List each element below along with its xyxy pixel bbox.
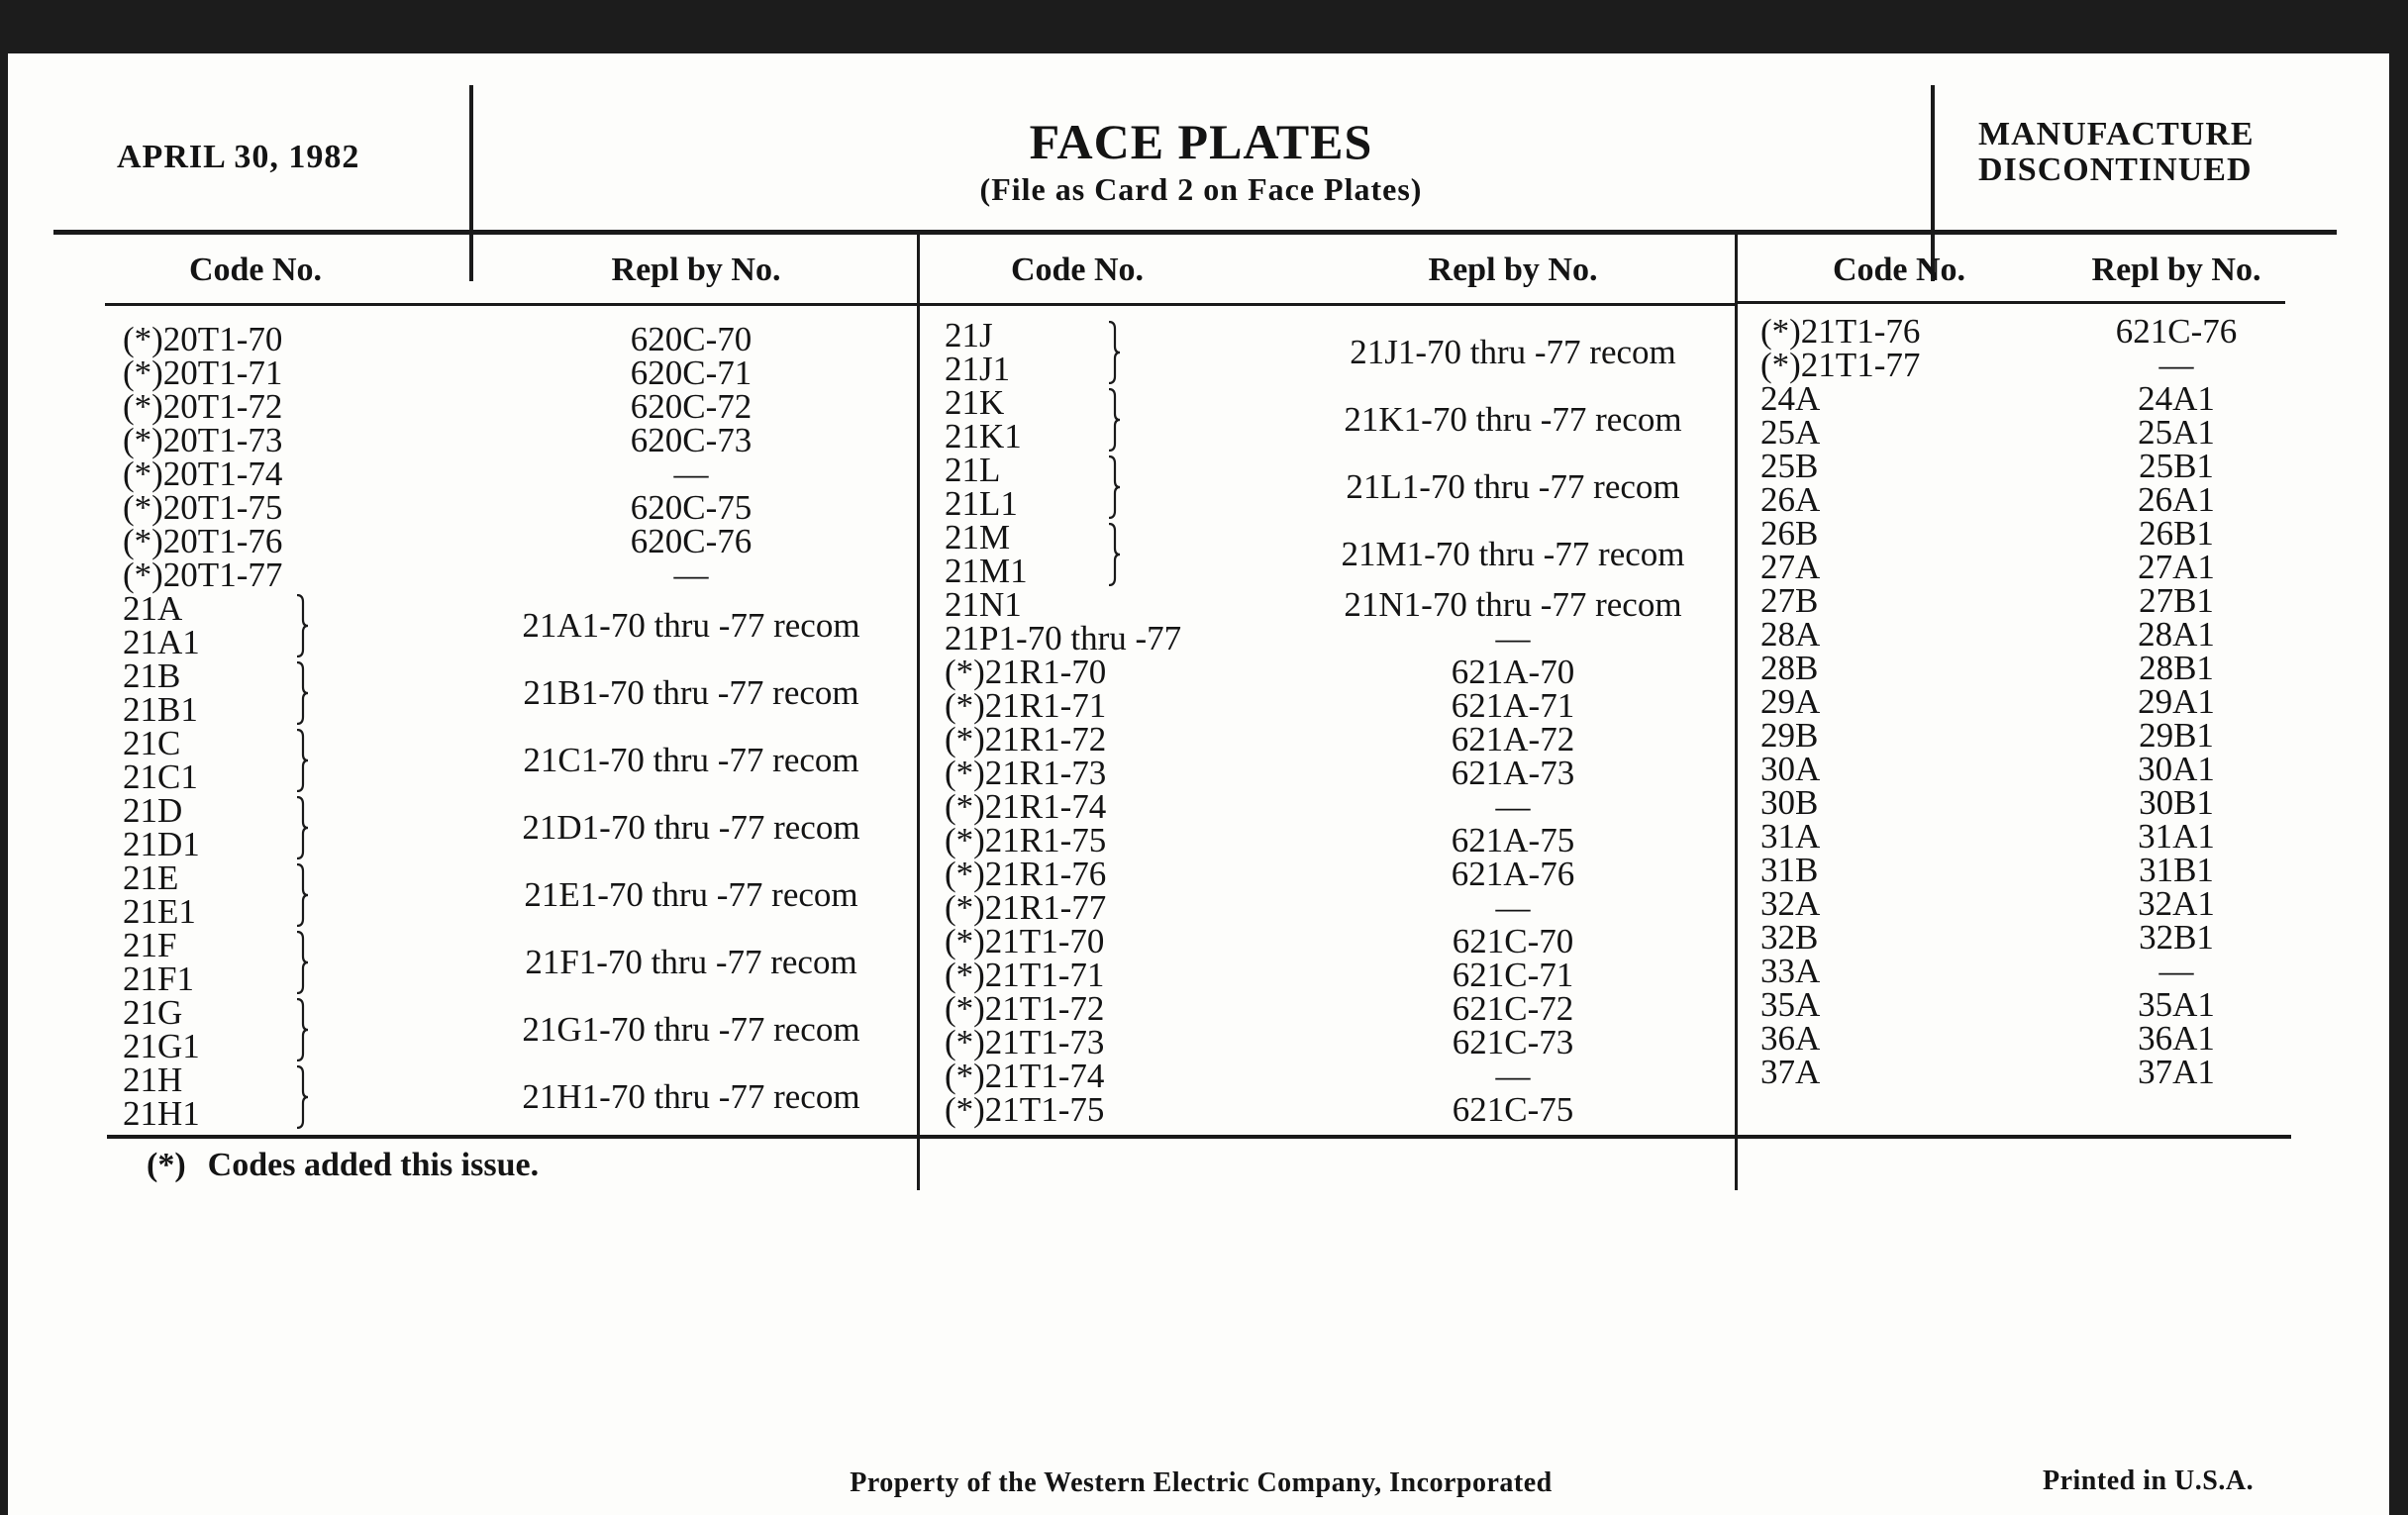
- code-cell: 21K: [945, 383, 1005, 422]
- code-cell: 25B: [1760, 447, 1819, 485]
- col3-code-header: Code No.: [1832, 252, 1966, 288]
- code-cell: 21G1: [123, 1027, 200, 1065]
- column-divider-1: [917, 232, 920, 1190]
- page-subtitle: (File as Card 2 on Face Plates): [979, 171, 1423, 207]
- code-cell: 21E1: [123, 892, 196, 931]
- issue-date: APRIL 30, 1982: [117, 139, 360, 175]
- code-cell: 21N1: [945, 585, 1022, 624]
- repl-cell: 621A-71: [1451, 686, 1575, 725]
- status-line-2: DISCONTINUED: [1978, 152, 2253, 188]
- repl-cell: 26B1: [2139, 514, 2214, 553]
- repl-cell: 620C-71: [630, 354, 752, 392]
- repl-cell: 28B1: [2139, 649, 2214, 687]
- status-line-1: MANUFACTURE: [1978, 116, 2255, 152]
- code-cell: 21C: [123, 724, 181, 762]
- table-bottom-rule: [107, 1135, 2291, 1139]
- title-block: [473, 113, 1929, 208]
- repl-cell: 21N1-70 thru -77 recom: [1344, 585, 1682, 624]
- code-cell: (*)21R1-76: [945, 855, 1107, 893]
- code-cell: (*)20T1-77: [123, 556, 283, 594]
- col2-repl-header: Repl by No.: [1428, 252, 1598, 288]
- code-cell: (*)21T1-74: [945, 1057, 1105, 1095]
- repl-cell: 621A-76: [1451, 855, 1575, 893]
- repl-cell: 21H1-70 thru -77 recom: [522, 1077, 860, 1116]
- code-cell: 21L: [945, 451, 1001, 489]
- code-cell: (*)21R1-75: [945, 821, 1107, 859]
- repl-cell: 31A1: [2138, 817, 2215, 856]
- code-cell: 21A1: [123, 623, 200, 661]
- code-cell: 21H: [123, 1060, 183, 1099]
- col3-repl-header: Repl by No.: [2091, 252, 2261, 288]
- code-cell: 21C1: [123, 758, 198, 796]
- repl-cell: 31B1: [2139, 851, 2214, 889]
- code-cell: 27B: [1760, 581, 1819, 620]
- code-cell: (*)20T1-76: [123, 522, 283, 560]
- repl-cell: —: [2158, 952, 2194, 990]
- code-cell: (*)21R1-74: [945, 787, 1107, 826]
- repl-cell: 620C-73: [630, 421, 752, 459]
- brace-icon: [1107, 523, 1119, 586]
- status-block: [1978, 117, 2255, 188]
- brace-icon: [295, 1065, 307, 1129]
- repl-cell: 21F1-70 thru -77 recom: [525, 943, 857, 981]
- repl-cell: —: [1495, 1057, 1531, 1095]
- code-cell: (*)21T1-75: [945, 1090, 1105, 1129]
- brace-icon: [295, 661, 307, 725]
- code-cell: 28B: [1760, 649, 1819, 687]
- code-cell: 37A: [1760, 1053, 1821, 1091]
- repl-cell: 620C-70: [630, 320, 752, 358]
- card: [8, 53, 2389, 1515]
- code-cell: 21A: [123, 589, 183, 628]
- code-cell: (*)21T1-76: [1760, 312, 1921, 351]
- repl-cell: 35A1: [2138, 985, 2215, 1024]
- code-cell: 21D: [123, 791, 183, 830]
- printed-notice: Printed in U.S.A.: [2043, 1465, 2255, 1496]
- repl-cell: 620C-76: [630, 522, 752, 560]
- repl-cell: 621A-75: [1451, 821, 1575, 859]
- repl-cell: 25B1: [2139, 447, 2214, 485]
- code-cell: 32A: [1760, 884, 1821, 923]
- repl-cell: —: [673, 556, 709, 594]
- code-cell: (*)20T1-74: [123, 454, 283, 493]
- repl-cell: 621A-73: [1451, 754, 1575, 792]
- code-cell: 21J1: [945, 350, 1011, 388]
- code-cell: 27A: [1760, 548, 1821, 586]
- repl-cell: 27B1: [2139, 581, 2214, 620]
- brace-icon: [295, 863, 307, 927]
- repl-cell: 25A1: [2138, 413, 2215, 452]
- footnote-text: Codes added this issue.: [207, 1147, 540, 1183]
- repl-cell: 621A-70: [1451, 653, 1575, 691]
- repl-cell: —: [2158, 346, 2194, 384]
- repl-cell: 29A1: [2138, 682, 2215, 721]
- code-cell: (*)20T1-70: [123, 320, 283, 358]
- code-cell: (*)21R1-77: [945, 888, 1107, 927]
- code-cell: 21F1: [123, 960, 194, 998]
- code-cell: (*)20T1-73: [123, 421, 283, 459]
- code-cell: 25A: [1760, 413, 1821, 452]
- repl-cell: —: [1495, 787, 1531, 826]
- code-cell: 21F: [123, 926, 177, 964]
- code-cell: (*)21R1-72: [945, 720, 1107, 758]
- col1-code-header: Code No.: [188, 252, 323, 288]
- code-cell: (*)21T1-72: [945, 989, 1105, 1028]
- code-cell: 36A: [1760, 1019, 1821, 1058]
- repl-cell: 30A1: [2138, 750, 2215, 788]
- code-cell: 21P1-70 thru -77: [945, 619, 1182, 657]
- repl-cell: 30B1: [2139, 783, 2214, 822]
- code-cell: (*)21T1-70: [945, 922, 1105, 960]
- repl-cell: 621C-72: [1452, 989, 1574, 1028]
- code-cell: (*)21R1-70: [945, 653, 1107, 691]
- brace-icon: [295, 729, 307, 792]
- repl-cell: 21M1-70 thru -77 recom: [1341, 535, 1685, 573]
- repl-cell: 621C-76: [2115, 312, 2238, 351]
- code-cell: 35A: [1760, 985, 1821, 1024]
- repl-cell: 620C-72: [630, 387, 752, 426]
- brace-icon: [1107, 388, 1119, 452]
- code-cell: (*)21R1-73: [945, 754, 1107, 792]
- code-cell: 21D1: [123, 825, 200, 863]
- col3-header-rule: [1738, 301, 2285, 304]
- repl-cell: 26A1: [2138, 480, 2215, 519]
- code-cell: 21G: [123, 993, 183, 1032]
- code-cell: 30B: [1760, 783, 1819, 822]
- repl-cell: 21B1-70 thru -77 recom: [523, 673, 859, 712]
- code-cell: 33A: [1760, 952, 1821, 990]
- code-cell: 30A: [1760, 750, 1821, 788]
- repl-cell: 21D1-70 thru -77 recom: [522, 808, 860, 847]
- code-cell: 28A: [1760, 615, 1821, 654]
- code-cell: 21K1: [945, 417, 1022, 455]
- col2-header-rule: [920, 303, 1735, 306]
- code-cell: (*)20T1-71: [123, 354, 283, 392]
- code-cell: 26B: [1760, 514, 1819, 553]
- code-cell: (*)21T1-71: [945, 956, 1105, 994]
- brace-icon: [295, 998, 307, 1061]
- code-cell: 21E: [123, 858, 179, 897]
- repl-cell: 21C1-70 thru -77 recom: [523, 741, 859, 779]
- repl-cell: 21L1-70 thru -77 recom: [1346, 467, 1680, 506]
- code-cell: 32B: [1760, 918, 1819, 957]
- code-cell: (*)20T1-75: [123, 488, 283, 527]
- code-cell: 31B: [1760, 851, 1819, 889]
- repl-cell: 37A1: [2138, 1053, 2215, 1091]
- repl-cell: 621C-73: [1452, 1023, 1574, 1061]
- brace-icon: [295, 931, 307, 994]
- code-cell: 21M: [945, 518, 1011, 556]
- repl-cell: 29B1: [2139, 716, 2214, 755]
- code-cell: 24A: [1760, 379, 1821, 418]
- brace-icon: [295, 796, 307, 859]
- col2-code-header: Code No.: [1010, 252, 1145, 288]
- repl-cell: 620C-75: [630, 488, 752, 527]
- repl-cell: 21K1-70 thru -77 recom: [1344, 400, 1682, 439]
- code-cell: 29A: [1760, 682, 1821, 721]
- code-cell: 21J: [945, 316, 993, 354]
- code-cell: (*)21T1-73: [945, 1023, 1105, 1061]
- repl-cell: 24A1: [2138, 379, 2215, 418]
- repl-cell: 621C-75: [1452, 1090, 1574, 1129]
- brace-icon: [295, 594, 307, 657]
- repl-cell: 21G1-70 thru -77 recom: [522, 1010, 860, 1049]
- repl-cell: 21J1-70 thru -77 recom: [1350, 333, 1676, 371]
- repl-cell: 32A1: [2138, 884, 2215, 923]
- property-notice: Property of the Western Electric Company, Incorporated: [850, 1467, 1553, 1498]
- repl-cell: —: [1495, 619, 1531, 657]
- code-cell: (*)20T1-72: [123, 387, 283, 426]
- repl-cell: 21E1-70 thru -77 recom: [524, 875, 858, 914]
- repl-cell: 32B1: [2139, 918, 2214, 957]
- code-cell: 21H1: [123, 1094, 200, 1133]
- code-cell: 29B: [1760, 716, 1819, 755]
- footnote: [147, 1147, 539, 1184]
- col1-repl-header: Repl by No.: [611, 252, 781, 288]
- brace-icon: [1107, 321, 1119, 384]
- table-top-rule: [53, 230, 2337, 235]
- repl-cell: 621A-72: [1451, 720, 1575, 758]
- column-divider-2: [1735, 232, 1738, 1190]
- code-cell: 21M1: [945, 552, 1028, 590]
- repl-cell: —: [1495, 888, 1531, 927]
- code-cell: 31A: [1760, 817, 1821, 856]
- repl-cell: 621C-71: [1452, 956, 1574, 994]
- code-cell: 21B1: [123, 690, 198, 729]
- repl-cell: 21A1-70 thru -77 recom: [522, 606, 860, 645]
- footnote-mark: (*): [147, 1147, 186, 1183]
- col1-header-rule: [105, 303, 917, 306]
- code-cell: (*)21R1-71: [945, 686, 1107, 725]
- code-cell: (*)21T1-77: [1760, 346, 1921, 384]
- repl-cell: 27A1: [2138, 548, 2215, 586]
- repl-cell: 621C-70: [1452, 922, 1574, 960]
- repl-cell: —: [673, 454, 709, 493]
- brace-icon: [1107, 455, 1119, 519]
- code-cell: 26A: [1760, 480, 1821, 519]
- repl-cell: 28A1: [2138, 615, 2215, 654]
- code-cell: 21L1: [945, 484, 1018, 523]
- page-title: FACE PLATES: [1029, 114, 1373, 169]
- code-cell: 21B: [123, 656, 181, 695]
- repl-cell: 36A1: [2138, 1019, 2215, 1058]
